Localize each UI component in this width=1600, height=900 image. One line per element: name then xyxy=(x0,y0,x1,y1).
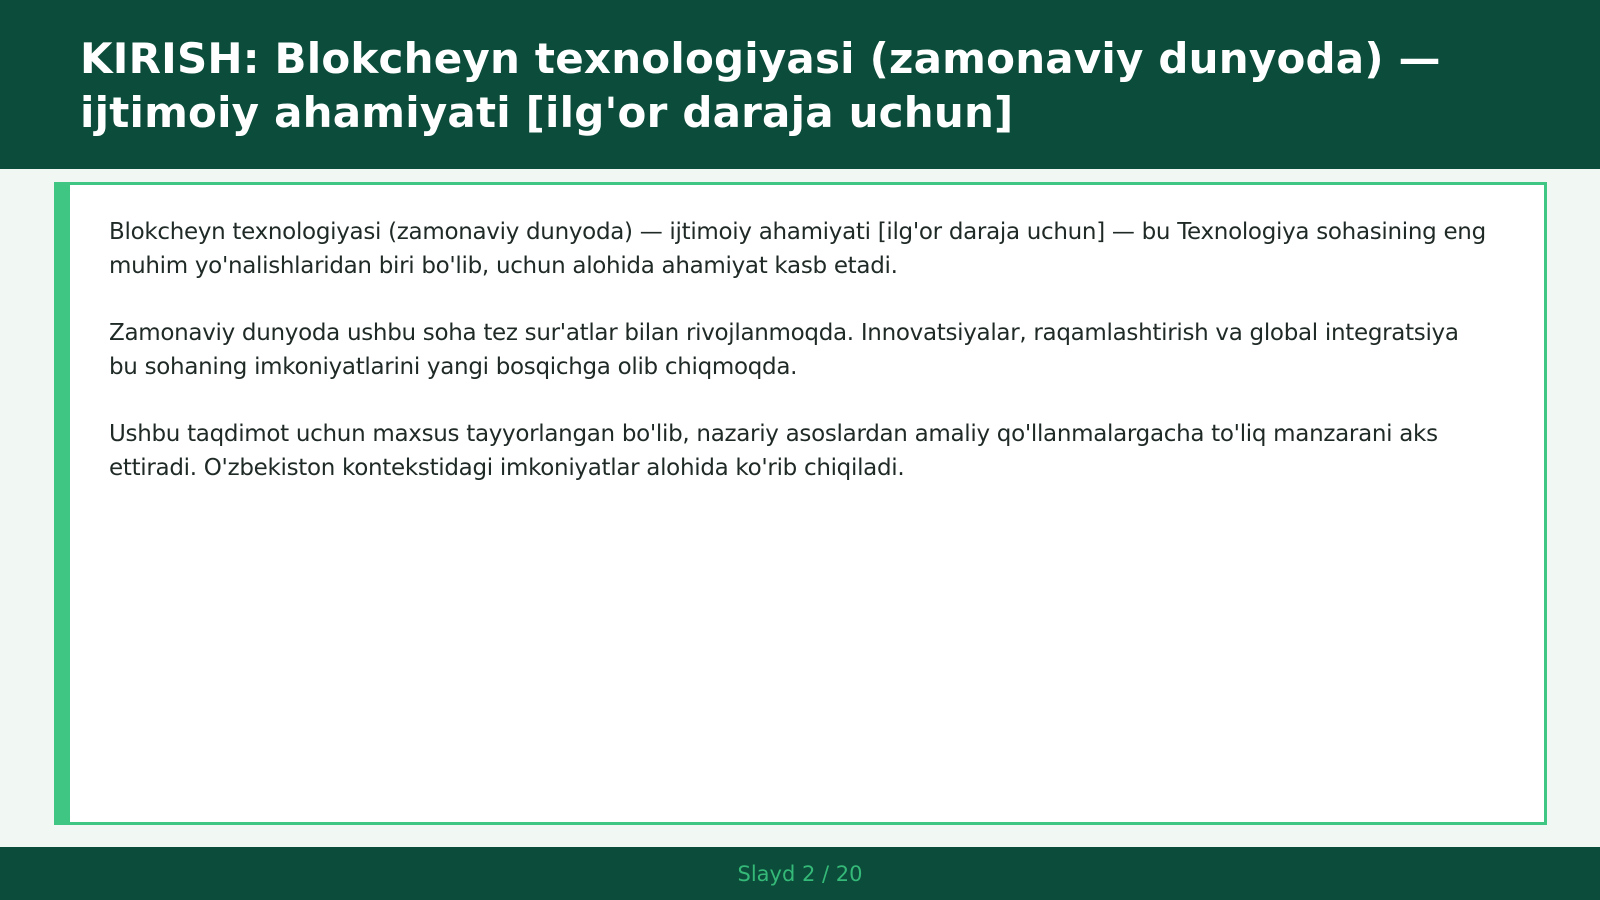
slide-counter: Slayd 2 / 20 xyxy=(737,861,863,886)
slide-title: KIRISH: Blokcheyn texnologiyasi (zamonaviy dunyoda) — ijtimoiy ahamiyati [ilg'or daraja uchun] xyxy=(80,34,1441,137)
content-card xyxy=(54,182,1547,825)
content-paragraph-2: Zamonaviy dunyoda ushbu soha tez sur'atlar bilan rivojlanmoqda. Innovatsiyalar, raqamlashtirish va global integratsiya bu sohaning imkoniyatlarini yangi bosqichga olib chiqmoqda. xyxy=(109,320,1459,380)
slide-header xyxy=(0,0,1600,169)
slide-footer xyxy=(0,847,1600,900)
content-paragraph-3: Ushbu taqdimot uchun maxsus tayyorlangan bo'lib, nazariy asoslardan amaliy qo'llanmalargacha to'liq manzarani aks ettiradi. O'zbekiston kontekstidagi imkoniyatlar alohida ko'rib chiqiladi. xyxy=(109,421,1438,481)
content-paragraph-1: Blokcheyn texnologiyasi (zamonaviy dunyoda) — ijtimoiy ahamiyati [ilg'or daraja uchun] — bu Texnologiya sohasining eng muhim yo'nalishlaridan biri bo'lib, uchun alohida ahamiyat kasb etadi. xyxy=(109,219,1486,279)
